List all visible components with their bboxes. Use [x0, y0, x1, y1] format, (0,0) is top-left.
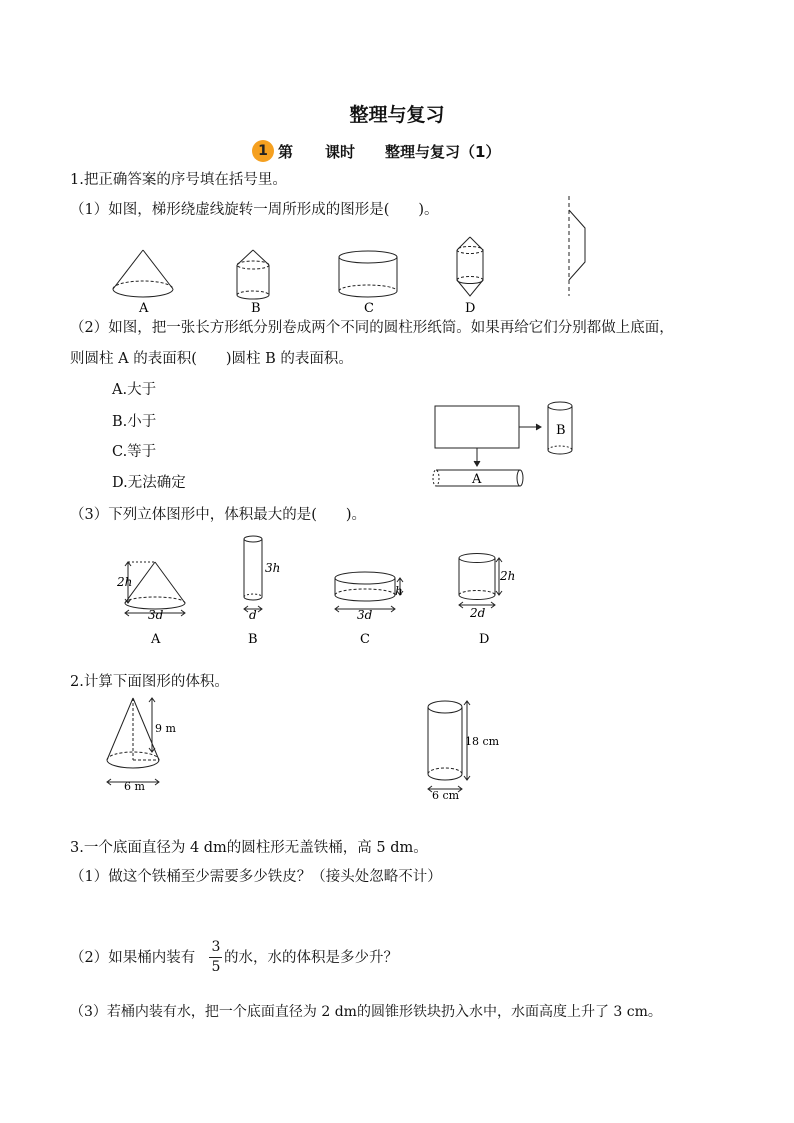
q3-part3-text: （3）若桶内装有水，把一个底面直径为 2 dm的圆锥形铁块扔入水中，水面高度上升了 3 cm。 [70, 1004, 662, 1020]
option-a-cone-figure [113, 250, 173, 297]
q1-part2-option-b: B.小于 [112, 414, 157, 430]
q1-part1-text: （1）如图，梯形绕虚线旋转一周所形成的图形是( )。 [70, 202, 439, 218]
q2-figures [0, 690, 794, 810]
q1-part1-figures [0, 0, 794, 330]
lesson-prefix: 第 [278, 142, 294, 161]
option-d-cone-cylinder-cone-figure [457, 237, 483, 296]
option-c-cylinder-figure [335, 572, 403, 612]
fraction-denominator: 5 [211, 959, 221, 975]
option-d-cylinder-figure [459, 554, 502, 609]
cylinder-height-label: 18 cm [465, 735, 500, 748]
trapezoid-figure [569, 196, 585, 296]
q3-part2-suffix: 的水，水的体积是多少升？ [224, 950, 398, 966]
option-a-label: A [151, 632, 161, 647]
option-b-label: B [248, 632, 258, 647]
q3-stem: 3.一个底面直径为 4 dm的圆柱形无盖铁桶，高 5 dm。 [70, 840, 428, 856]
q1-part2-option-c: C.等于 [112, 444, 157, 460]
option-d-label: D [479, 632, 490, 647]
option-c-height-label: h [395, 584, 403, 598]
option-a-label: A [139, 301, 149, 316]
lesson-unit: 课时 [325, 142, 356, 161]
option-b-height-label: 3h [265, 561, 281, 575]
option-c-label: C [360, 632, 370, 647]
option-c-cylinder-figure [339, 251, 397, 297]
q2-stem: 2.计算下面图形的体积。 [70, 674, 229, 690]
cylinder-diameter-label: 6 cm [432, 789, 460, 802]
q1-part2-line2: 则圆柱 A 的表面积( )圆柱 B 的表面积。 [70, 351, 353, 367]
fraction-numerator: 3 [211, 939, 221, 955]
q3-part2-prefix: （2）如果桶内装有 [70, 950, 196, 966]
option-d-diameter-label: 2d [470, 606, 486, 620]
q3-part1-text: （1）做这个铁桶至少需要多少铁皮？（接头处忽略不计） [70, 869, 442, 885]
cone-diameter-label: 6 m [124, 780, 145, 793]
q1-part3-text: （3）下列立体图形中，体积最大的是( )。 [70, 507, 367, 523]
q1-part2-figure [400, 390, 600, 500]
cone-figure [107, 698, 159, 785]
q1-part2-line1: （2）如图，把一张长方形纸分别卷成两个不同的圆柱形纸筒。如果再给它们分别都做上底面， [70, 320, 674, 336]
q1-part2-option-a: A.大于 [112, 382, 157, 398]
option-b-diameter-label: d [249, 608, 257, 622]
page-title: 整理与复习 [349, 104, 445, 126]
option-c-diameter-label: 3d [357, 608, 373, 622]
option-b-cylinder-figure [244, 536, 262, 612]
option-b-cone-cylinder-figure [237, 250, 269, 299]
fraction-bar [209, 957, 222, 958]
cone-height-label: 9 m [155, 722, 176, 735]
cylinder-b-label: B [556, 423, 566, 438]
option-a-height-label: 2h [117, 575, 133, 589]
q1-part3-figures [0, 525, 794, 655]
option-a-diameter-label: 3d [148, 608, 164, 622]
cylinder-figure [428, 701, 470, 792]
option-d-height-label: 2h [500, 569, 516, 583]
option-b-label: B [251, 301, 261, 316]
option-c-label: C [364, 301, 374, 316]
q1-stem: 1.把正确答案的序号填在括号里。 [70, 172, 287, 188]
cylinder-a-label: A [472, 472, 482, 487]
q1-part2-option-d: D.无法确定 [112, 475, 186, 491]
option-d-label: D [465, 301, 476, 316]
lesson-number-badge: 1 [252, 140, 274, 162]
lesson-title: 整理与复习（1） [385, 142, 501, 161]
